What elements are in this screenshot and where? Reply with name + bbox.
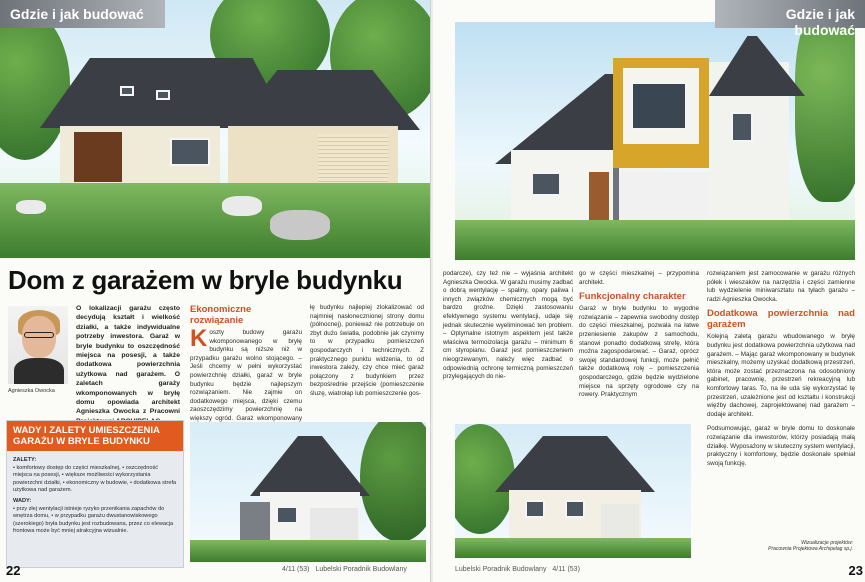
column-3-text: łę budynku najlepiej zlokalizować od najmniej nasłonecznionej strony domu (północnej), ponieważ nie potrzebuje on zbyt dużo światła, podobnie jak czynimy to w przypadku pomieszczeń gospodarczych i technicznych. Z praktycznego punktu widzenia, to od inwestora zależy, czy chce mieć garaż połączony z budynkiem przez bezpośrednie przejście (pomieszczenie śluzę, wiatrołap lub pomieszczenie gos-	[310, 304, 424, 397]
hero-house-image	[0, 0, 431, 258]
pros-label: ZALETY:	[13, 457, 37, 463]
issue-right: 4/11 (53)	[552, 566, 580, 573]
column-2-text: oszty budowy garażu wkomponowanego w bryłę budynku są niższe niż w przypadku garażu wolno stojącego. – Jeśli chcemy w pełni wykorzystać powierzchnię działki, garaż w bryle budynku będzie najlepszym rozwiązaniem. Nie zajmie on dodatkowego miejsca, dzięki czemu zaoszczędzimy powierzchnię na większy ogród. Garaż wkomponowany	[190, 329, 302, 422]
modern-house-image	[190, 422, 426, 562]
cons-label: WADY:	[13, 497, 32, 504]
right-page	[433, 0, 865, 582]
column-6-text: Kolejną zaletą garażu wbudowanego w bryłę budynku jest dodatkowa powierzchnia użytkowa nad garażem. – Mając garaż wkomponowany w budynek mieszkalny, możemy uzyskać dodatkową przestrzeń, która może zostać przeznaczona na odosobniony gabinet, pracownię, przestrzeń rekreacyjną lub komfortowy taras. To, na ile uda się wykorzystać tę przestrzeń, uzależnione jest od kształtu i konstrukcji więźby dachowej, zaprojektowanej nad garażem – dodaje architekt.	[707, 333, 855, 418]
section-label: Gdzie i jak budować	[0, 0, 165, 28]
pros-cons-box	[6, 420, 184, 568]
section-label-right: Gdzie i jak budować	[715, 0, 865, 28]
column-3	[310, 304, 424, 399]
magazine-left: Lubelski Poradnik Budowlany	[315, 566, 407, 573]
article-lead: O lokalizacji garażu często decydują kształt i wielkość działki, a także indywidualne potrzeby inwestora. Garaż w bryle budynku to oszczędność miejsca na posesji, a także dodatkowa powierzchnia użytkowa nad garażem. O zaletach garaży wkomponowanych w bryłę domu opowiada architekt Agnieszka Owocka z Pracowni	[76, 305, 180, 416]
drop-cap: K	[190, 325, 208, 352]
image-credit	[703, 540, 853, 552]
pros-cons-title: WADY I ZALETY UMIESZCZENIA GARAŻU W BRYLE BUDYNKU	[7, 421, 183, 451]
column-5-intro: go w części mieszkalnej – przypomina architekt.	[579, 270, 699, 286]
cons-list: • przy złej wentylacji istnieje ryzyko przenikania zapachów do wnętrza domu, • w przypadku garażu dwustanowiskowego (szerokiego) bryła budynku jest rozbudowana, przez co elewacja frontowa może być mniej atrakcyjna wizualnie.	[13, 505, 174, 535]
author-portrait	[8, 306, 68, 384]
gable-house-image	[455, 424, 691, 558]
page-number-right: 23	[848, 563, 863, 578]
credit-line-1: Wizualizacje projektów:	[801, 540, 853, 546]
subheading-extra-space: Dodatkowa powierzchnia nad garażem	[707, 308, 855, 331]
page-number-left: 22	[6, 563, 21, 578]
column-5	[579, 270, 699, 400]
author-caption: Agnieszka Owocka	[8, 388, 55, 394]
issue-left: 4/11 (53)	[282, 566, 310, 573]
pros-list: • komfortowy dostęp do części mieszkalnej, • oszczędność miejsca na posesji, • większe możliwości wykorzystania powierzchni działki, • ekonomiczny w budowie, • dodatkowa strefa użytkowa nad garażem.	[13, 464, 177, 494]
subheading-functional: Funkcjonalny charakter	[579, 291, 686, 303]
left-page	[0, 0, 431, 582]
credit-line-2: Pracownia Projektowa Archipelag sp.j.	[768, 546, 853, 552]
magazine-right: Lubelski Poradnik Budowlany	[455, 566, 547, 573]
column-5-text: Garaż w bryle budynku to wygodne rozwiązanie – zapewnia swobodny dostęp do części mieszkalnej, pozwala na łatwe przeniesienie zakupów z samochodu, stanowi ponadto dodatkową strefę, która można zagospodarować. – Garaż, oprócz swojej standardowej funkcji, może pełnić także dodatkową rolę – pomieszczenia gospodarczego, gdzie będzie wydzielone miejsce na sprzęty ogrodowe czy na rowery. Praktycznym	[579, 305, 699, 399]
column-2	[190, 304, 302, 432]
column-6-closing: Podsumowując, garaż w bryle domu to doskonałe rozwiązanie dla inwestorów, którzy posiadają małą działkę. Wyposażony w skuteczny system wentylacji, praktyczny i komfortowy, będzie doskonale spełniał swoją funkcję.	[707, 425, 855, 467]
column-6-intro: rozwiązaniem jest zamocowanie w garażu różnych półek i wieszaków na narzędzia i części zamienne lub wydzielenie miniwarsztatu na tyłach garażu – radzi Agnieszka Owocka.	[707, 270, 855, 303]
subheading-economic: Ekonomiczne rozwiązanie	[190, 304, 252, 326]
column-6	[707, 270, 855, 468]
footer-right	[455, 560, 625, 582]
column-4	[443, 270, 573, 382]
hero-modern-house-image	[455, 22, 855, 260]
article-headline: Dom z garażem w bryle budynku	[8, 265, 403, 295]
footer-left	[282, 560, 427, 582]
column-4-text: podarcze), czy też nie – wyjaśnia architekt Agnieszka Owocka. W garażu musimy zadbać o dobrą wentylację – spaliny, opary paliwa i innych związków chemicznych mogą być bardzo groźne. Dzięki zastosowaniu efektywnego systemu wentylacji, udaje się jednak skutecznie wyeliminować ten problem. – Optymalne istotnym aspektem jest także właściwa termoizolacja garażu – minimum 6 cm styropianu. Garaż jest pomieszczeniem nieogrzewanym, należy więc zadbać o odpowiednią ochronę termiczną pomieszczeń przylegających do nie-	[443, 270, 573, 381]
